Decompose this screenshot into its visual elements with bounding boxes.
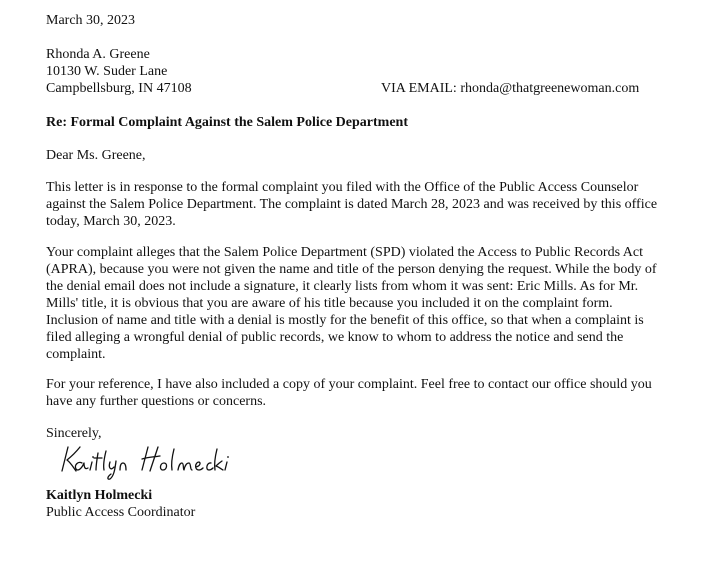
letter-date: March 30, 2023 — [46, 13, 136, 28]
closing: Sincerely, — [46, 426, 102, 441]
via-email: VIA EMAIL: rhonda@thatgreenewoman.com — [381, 81, 640, 96]
handwritten-signature — [54, 441, 244, 481]
signer-title: Public Access Coordinator — [46, 505, 196, 520]
paragraph-3: For your reference, I have also included a copy of your complaint. Feel free to contact our office should you have any further questions or concerns. — [46, 377, 652, 409]
paragraph-1: This letter is in response to the formal complaint you filed with the Office of the Public Access Counselor against the Salem Police Department. The complaint is dated March 28, 2023 and was received by this office today, March 30, 2023. — [46, 180, 658, 229]
paragraph-2: Your complaint alleges that the Salem Police Department (SPD) violated the Access to Public Records Act (APRA), because you were not given the name and title of the person denying the request. While the body of the denial email does not include a signature, it clearly lists from whom it was sent: Eric Mills. As for Mr. Mills' title, it is obvious that you are aware of his title because you included it on the complaint form. Inclusion of name and title with a denial is mostly for the benefit of this office, so that when a complaint is filed alleging a wrongful denial of public records, we know to whom to address the notice and send the complaint. — [46, 245, 657, 362]
recipient-street: 10130 W. Suder Lane — [46, 64, 168, 79]
salutation: Dear Ms. Greene, — [46, 148, 146, 163]
recipient-city: Campbellsburg, IN 47108 — [46, 81, 192, 96]
signer-name: Kaitlyn Holmecki — [46, 488, 153, 503]
recipient-name: Rhonda A. Greene — [46, 47, 150, 62]
subject-line: Re: Formal Complaint Against the Salem Police Department — [46, 115, 408, 130]
